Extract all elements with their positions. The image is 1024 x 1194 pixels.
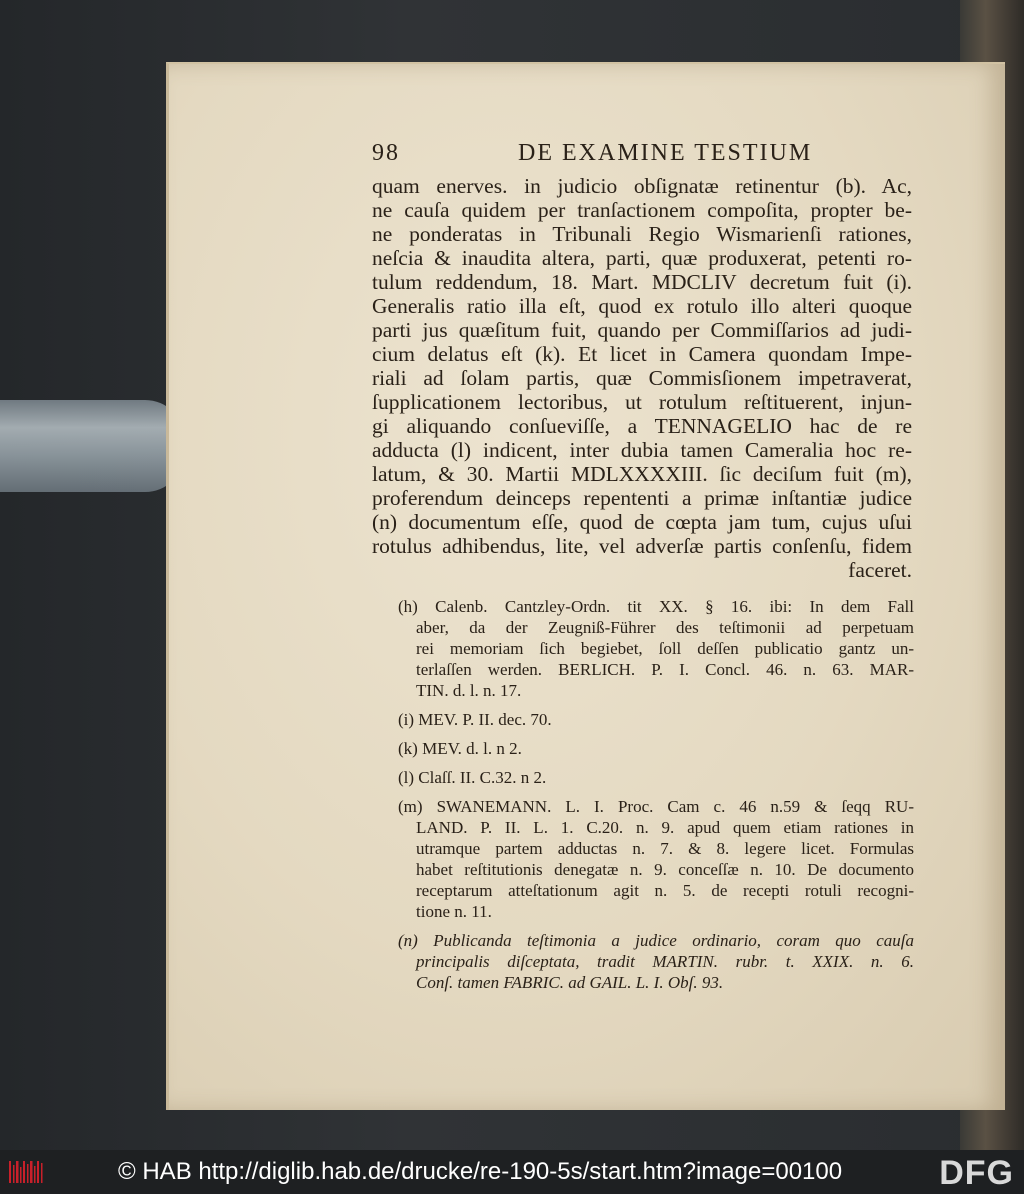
footnote-line: (h) Calenb. Cantzley-Ordn. tit XX. § 16. ibi: In dem Fall: [398, 597, 914, 616]
running-header: [372, 140, 912, 174]
footnote-line: receptarum atteſtationum agit n. 5. de recepti rotuli recogni-: [416, 881, 914, 900]
footnote-line: LAND. P. II. L. 1. C.20. n. 9. apud quem etiam rationes in: [416, 818, 914, 837]
footnote-line: (l) Claſſ. II. C.32. n 2.: [398, 768, 547, 787]
footnote-line: (m) SWANEMANN. L. I. Proc. Cam c. 46 n.59 & ſeqq RU-: [398, 797, 914, 816]
bookmark-ribbon: [0, 400, 185, 492]
dfg-logo: DFG: [939, 1154, 1014, 1192]
footnote-line: terlaſſen werden. BERLICH. P. I. Concl. 46. n. 63. MAR-: [416, 660, 914, 679]
footnote-line: (n) Publicanda teſtimonia a judice ordinario, coram quo cauſa: [398, 931, 914, 950]
footnote: [398, 596, 914, 701]
body-text: [372, 174, 912, 582]
body-line: quam enerves. in judicio obſignatæ retinentur (b). Ac,: [372, 174, 912, 198]
running-head-title: DE EXAMINE TESTIUM: [518, 140, 813, 166]
body-line: ſupplicationem lectoribus, ut rotulum reſtituerent, injun-: [372, 390, 912, 414]
footnote-line: TIN. d. l. n. 17.: [416, 681, 522, 700]
body-line: parti jus quæſitum fuit, quando per Commiſſarios ad judi-: [372, 318, 912, 342]
page-number: 98: [372, 140, 400, 166]
footnotes: [398, 596, 914, 993]
footnote-line: (k) MEV. d. l. n 2.: [398, 739, 522, 758]
body-line: tulum reddendum, 18. Mart. MDCLIV decretum fuit (i).: [372, 270, 912, 294]
body-line: gi aliquando conſueviſſe, a TENNAGELIO hac de re: [372, 414, 912, 438]
footnote: [398, 738, 914, 759]
page-text: [372, 140, 912, 1001]
footnote: [398, 709, 914, 730]
body-line: (n) documentum eſſe, quod de cœpta jam tum, cujus uſui: [372, 510, 912, 534]
body-line: latum, & 30. Martii MDLXXXXIII. ſic deciſum fuit (m),: [372, 462, 912, 486]
body-line: rotulus adhibendus, lite, vel adverſæ partis conſenſu, fidem: [372, 534, 912, 558]
body-line: neſcia & inaudita altera, parti, quæ produxerat, petenti ro-: [372, 246, 912, 270]
footnote-line: (i) MEV. P. II. dec. 70.: [398, 710, 552, 729]
attribution-link[interactable]: © HAB http://diglib.hab.de/drucke/re-190-5s/start.htm?image=00100: [118, 1158, 843, 1185]
viewer-footer: [0, 1150, 1024, 1194]
body-line: proferendum deinceps repententi a primæ inſtantiæ judice: [372, 486, 912, 510]
footnote-line: tione n. 11.: [416, 902, 492, 921]
body-line: riali ad ſolam partis, quæ Commisſionem impetraverat,: [372, 366, 912, 390]
body-line: cium delatus eſt (k). Et licet in Camera quondam Impe-: [372, 342, 912, 366]
hab-barcode-logo-icon: [6, 1157, 46, 1187]
footnote-line: aber, da der Zeugniß-Führer des teſtimonii ad perpetuam: [416, 618, 914, 637]
footnote-line: rei memoriam ſich begiebet, ſoll deſſen publicatio gantz un-: [416, 639, 914, 658]
footnote: [398, 930, 914, 993]
body-line: Generalis ratio illa eſt, quod ex rotulo illo alteri quoque: [372, 294, 912, 318]
footnote-line: Conſ. tamen FABRIC. ad GAIL. L. I. Obſ. 93.: [416, 973, 724, 992]
footnote-line: habet reſtitutionis denegatæ n. 9. conceſſæ n. 10. De documento: [416, 860, 914, 879]
footnote: [398, 796, 914, 922]
footnote: [398, 767, 914, 788]
body-line: ne cauſa quidem per tranſactionem compoſita, propter be-: [372, 198, 912, 222]
body-line: faceret.: [848, 558, 912, 582]
body-line: adducta (l) indicent, inter dubia tamen Cameralia hoc re-: [372, 438, 912, 462]
footnote-line: utramque partem adductas n. 7. & 8. legere licet. Formulas: [416, 839, 914, 858]
footnote-line: principalis diſceptata, tradit MARTIN. rubr. t. XXIX. n. 6.: [416, 952, 914, 971]
body-line: ne ponderatas in Tribunali Regio Wismarienſi rationes,: [372, 222, 912, 246]
